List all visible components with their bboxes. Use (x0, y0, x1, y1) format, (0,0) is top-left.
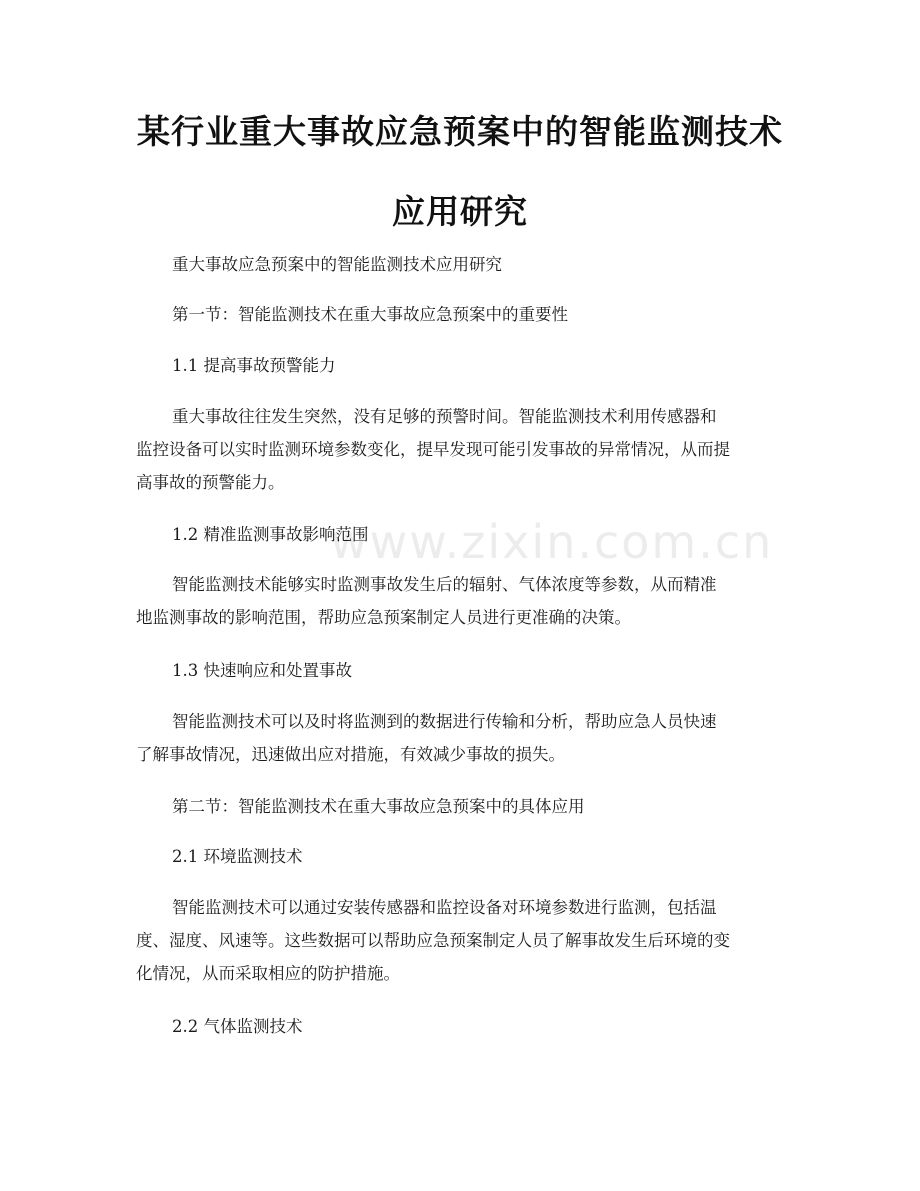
subsection-heading-2-1 (136, 840, 788, 873)
paragraph-line: 2.1 环境监测技术 (172, 847, 303, 866)
paragraph-line: 了解事故情况，迅速做出应对措施，有效减少事故的损失。 (136, 745, 565, 764)
paragraph-1-3 (136, 705, 788, 771)
paragraph-line: 第二节：智能监测技术在重大事故应急预案中的具体应用 (172, 797, 585, 816)
subsection-heading-1-2 (136, 518, 788, 551)
paragraph-line: 1.2 精准监测事故影响范围 (172, 525, 369, 544)
paragraph-line: 高事故的预警能力。 (136, 473, 285, 492)
paragraph-line: 度、湿度、风速等。这些数据可以帮助应急预案制定人员了解事故发生后环境的变 (136, 931, 730, 950)
paragraph-line: 1.3 快速响应和处置事故 (172, 661, 352, 680)
paragraph-line: 智能监测技术能够实时监测事故发生后的辐射、气体浓度等参数，从而精准 (172, 575, 717, 594)
paragraph-line: 智能监测技术可以通过安装传感器和监控设备对环境参数进行监测，包括温 (172, 898, 717, 917)
paragraph-2-1 (136, 891, 788, 990)
paragraph-subtitle (136, 248, 788, 281)
paragraph-1-2 (136, 568, 788, 634)
paragraph-line: 地监测事故的影响范围，帮助应急预案制定人员进行更准确的决策。 (136, 608, 631, 627)
paragraph-1-1 (136, 400, 788, 499)
subsection-heading-1-1 (136, 349, 788, 382)
paragraph-line: 监控设备可以实时监测环境参数变化，提早发现可能引发事故的异常情况，从而提 (136, 440, 730, 459)
document-title (100, 92, 820, 252)
section-heading-2 (136, 790, 788, 823)
paragraph-line: 重大事故应急预案中的智能监测技术应用研究 (172, 255, 502, 274)
paragraph-line: 第一节：智能监测技术在重大事故应急预案中的重要性 (172, 305, 568, 324)
paragraph-line: 智能监测技术可以及时将监测到的数据进行传输和分析，帮助应急人员快速 (172, 712, 717, 731)
watermark: www.zixin.com.cn (330, 515, 774, 569)
subsection-heading-2-2 (136, 1010, 788, 1043)
title-line-2: 应用研究 (392, 192, 528, 231)
paragraph-line: 1.1 提高事故预警能力 (172, 356, 336, 375)
paragraph-line: 2.2 气体监测技术 (172, 1017, 303, 1036)
section-heading-1 (136, 298, 788, 331)
paragraph-line: 化情况，从而采取相应的防护措施。 (136, 964, 400, 983)
paragraph-line: 重大事故往往发生突然，没有足够的预警时间。智能监测技术利用传感器和 (172, 407, 717, 426)
subsection-heading-1-3 (136, 654, 788, 687)
title-line-1: 某行业重大事故应急预案中的智能监测技术 (137, 112, 783, 151)
